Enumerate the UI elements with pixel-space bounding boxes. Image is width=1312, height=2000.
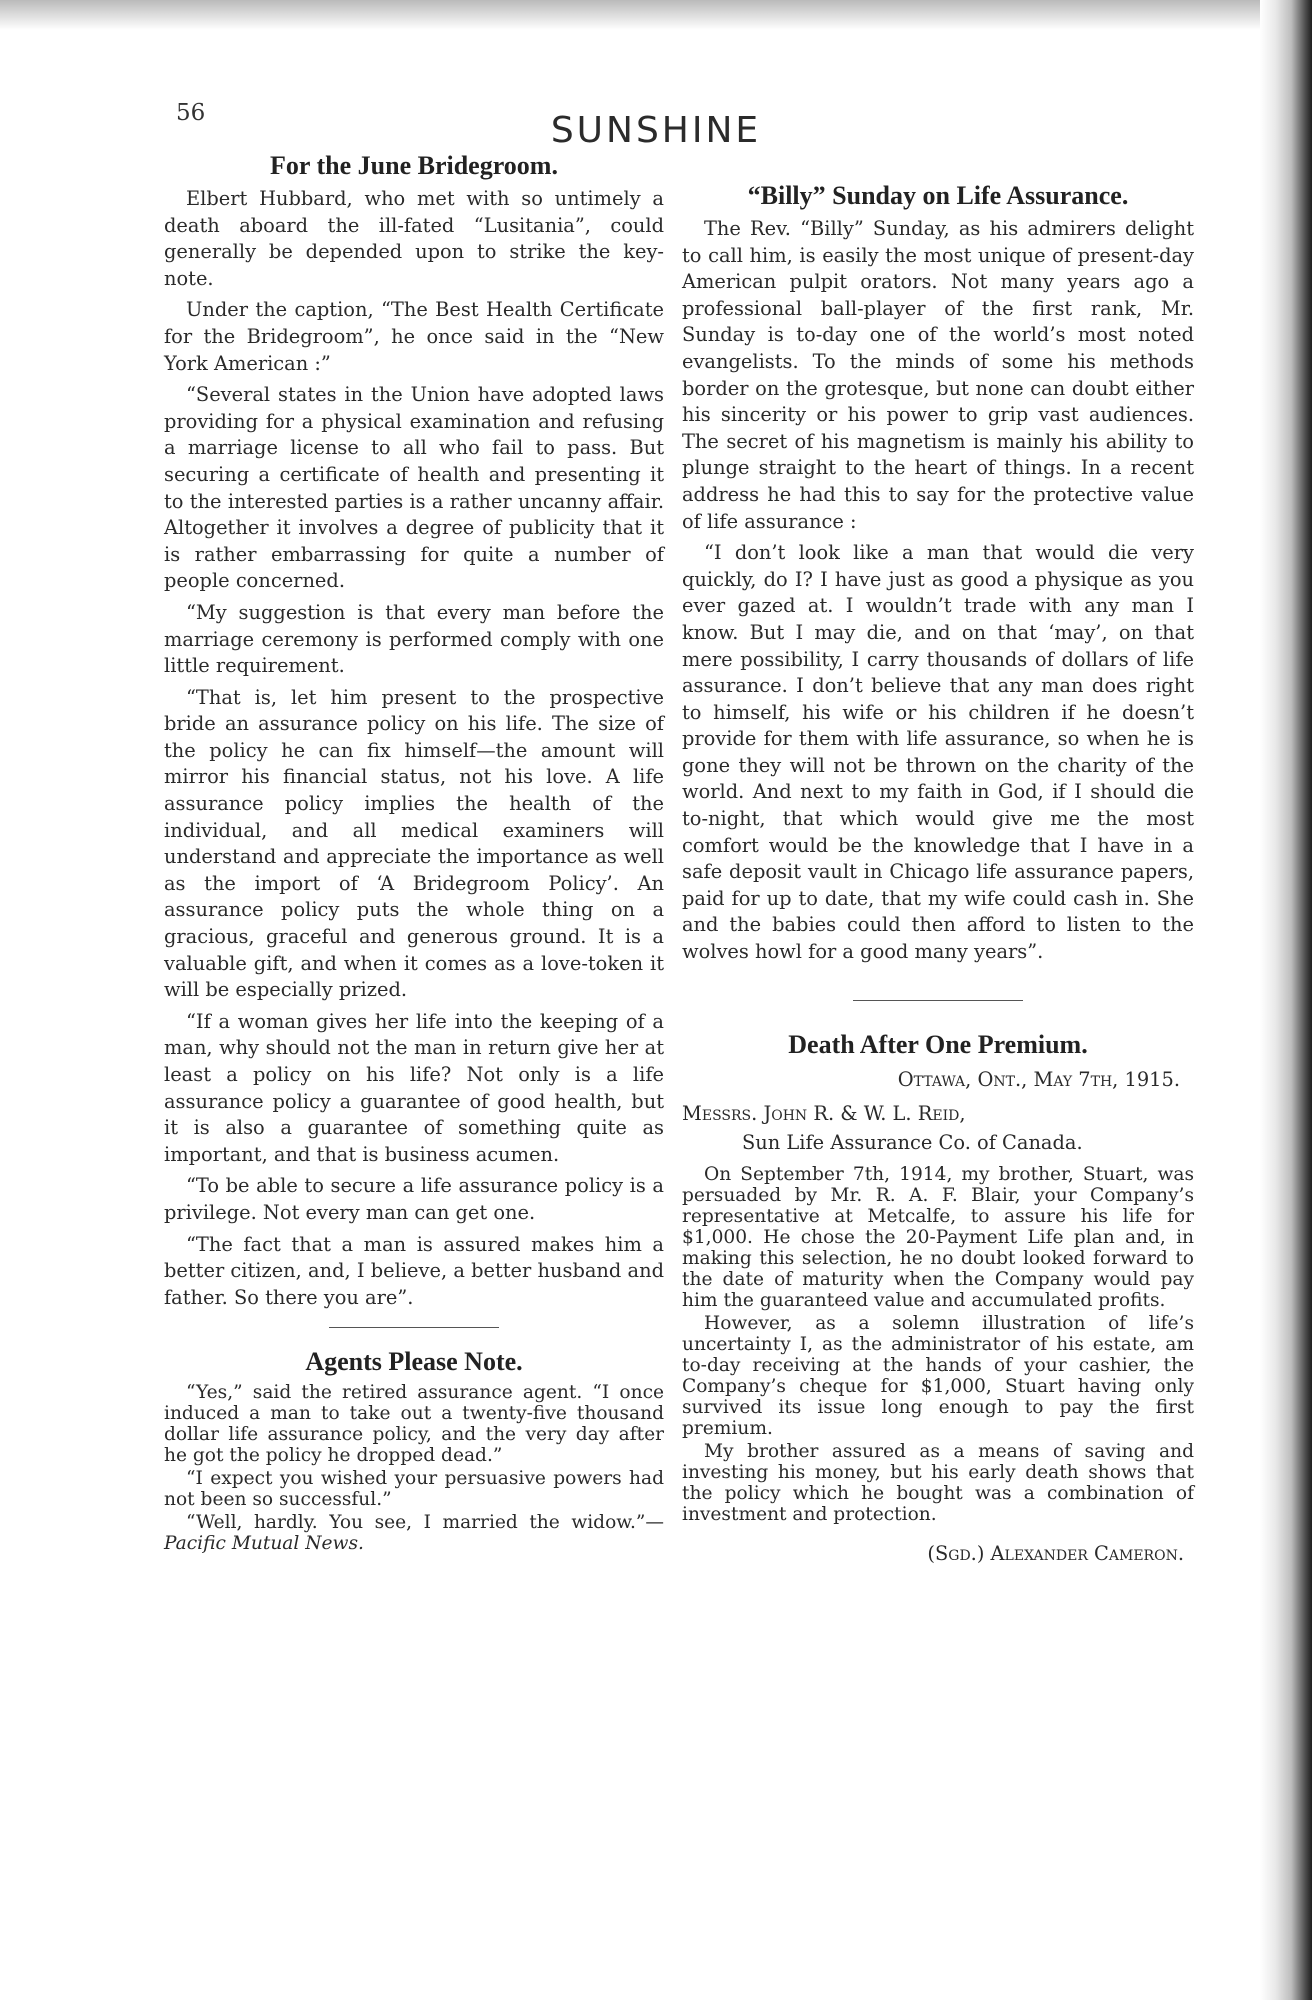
section-divider [329, 1327, 499, 1328]
paragraph: “My suggestion is that every man before the marriage ceremony is performed comply with one little requirement. [164, 600, 664, 678]
page-number: 56 [176, 100, 206, 126]
paragraph: “The fact that a man is assured makes him a better citizen, and, I believe, a better husband and father. So there you are”. [164, 1232, 664, 1309]
quote-text: “Well, hardly. You see, I married the widow.”— [186, 1512, 664, 1534]
letter-company: Sun Life Assurance Co. of Canada. [742, 1130, 1083, 1154]
paragraph [164, 1512, 664, 1554]
paragraph: The Rev. “Billy” Sunday, as his admirers delight to call him, is easily the most unique of present-day American pulpit orators. Not many years ago a professional ball-player of the first rank, Mr. Sunday is to-day one of the world’s most noted evangelists. To the minds of some his methods border on the grotesque, but none can doubt either his sincerity or his power to grip vast audiences. The secret of his magnetism is mainly his ability to plunge straight to the heart of things. In a recent address he had this to say for the protective value of life assurance : [682, 217, 1194, 533]
right-column [682, 180, 1194, 1568]
paragraph: Elbert Hubbard, who met with so untimely a death aboard the ill-fated “Lusitania”, could generally be depended upon to strike the key-note. [164, 187, 664, 290]
scan-shadow-top [0, 0, 1312, 30]
letter-dateline: Ottawa, Ont., May 7th, 1915. [897, 1067, 1180, 1091]
paragraph: “To be able to secure a life assurance policy is a privilege. Not every man can get one. [164, 1174, 664, 1224]
paragraph: “That is, let him present to the prospective bride an assurance policy on his life. The size of the policy he can fix himself—the amount will mirror his financial status, not his love. A life assurance policy implies the health of the individual, and all medical examiners will understand and appreciate the importance as well as the import of ‘A Bridegroom Policy’. An assurance policy puts the whole thing on a gracious, graceful and generous ground. It is a valuable gift, and when it comes as a love-token it will be especially prized. [164, 685, 664, 1002]
article-title: Death After One Premium. [788, 1029, 1088, 1059]
paragraph: “I expect you wished your persuasive powers had not been so successful.” [164, 1468, 664, 1511]
letter-body [682, 1164, 1194, 1525]
article-title: For the June Bridegroom. [270, 151, 558, 180]
article-june-bridegroom [164, 150, 664, 1311]
section-divider [853, 1000, 1023, 1001]
article-death-after-premium [682, 1029, 1194, 1568]
paragraph: “If a woman gives her life into the keeping of a man, why should not the man in return give her at least a policy on his life? Not only is a life assurance policy a guarantee of good health, but it is also a guarantee of something quite as important, and that is business acumen. [164, 1009, 664, 1166]
left-column [164, 150, 664, 1556]
paragraph: However, as a solemn illustration of life’s uncertainty I, as the administrator of his estate, am to-day receiving at the hands of your cashier, the Company’s cheque for $1,000, Stuart having only survived its issue long enough to pay the first premium. [682, 1313, 1194, 1440]
source-credit: Pacific Mutual News. [164, 1533, 364, 1555]
paragraph: “Several states in the Union have adopted laws providing for a physical examination and refusing a marriage license to all who fail to pass. But securing a certificate of health and presenting it to the interested parties is a rather uncanny affair. Altogether it involves a degree of publicity that it is rather embarrassing for quite a number of people concerned. [164, 383, 664, 593]
article-title: “Billy” Sunday on Life Assurance. [747, 181, 1129, 210]
scan-shadow-edge [1260, 0, 1312, 2000]
paragraph: On September 7th, 1914, my brother, Stuart, was persuaded by Mr. R. A. F. Blair, your Company’s representative at Metcalfe, to assure his life for $1,000. He chose the 20-Payment Life plan and, in making this selection, he no doubt looked forward to the date of maturity when the Company would pay him the guaranteed value and accumulated profits. [682, 1164, 1194, 1312]
paragraph: “I don’t look like a man that would die very quickly, do I? I have just as good a physique as you ever gazed at. I wouldn’t trade with any man I know. But I may die, and on that ‘may’, on that mere possibility, I carry thousands of dollars of life assurance. I don’t believe that any man does right to himself, his wife or his children if he doesn’t provide for them with life assurance, so when he is gone they will not be thrown on the charity of the world. And next to my faith in God, if I should die to-night, that which would give me the most comfort would be the knowledge that I have in a safe deposit vault in Chicago life assurance papers, paid for up to date, that my wife could cash in. She and the babies could then afford to listen to the wolves howl for a good many years”. [682, 541, 1194, 964]
paragraph: “Yes,” said the retired assurance agent. “I once induced a man to take out a twenty-five thousand dollar life assurance policy, and the very day after he got the policy he dropped dead.” [164, 1382, 664, 1467]
running-head: SUNSHINE [550, 110, 762, 151]
paragraph: Under the caption, “The Best Health Certificate for the Bridegroom”, he once said in the “New York American :” [164, 298, 664, 375]
letter-signature: (Sgd.) Alexander Cameron. [927, 1542, 1184, 1566]
article-billy-sunday [682, 180, 1194, 966]
article-title: Agents Please Note. [305, 1347, 523, 1377]
letter-addressee: Messrs. John R. & W. L. Reid, [682, 1102, 966, 1126]
paragraph: My brother assured as a means of saving and investing his money, but his early death shows that the policy which he bought was a combination of investment and protection. [682, 1441, 1194, 1526]
article-agents-note [164, 1346, 664, 1554]
